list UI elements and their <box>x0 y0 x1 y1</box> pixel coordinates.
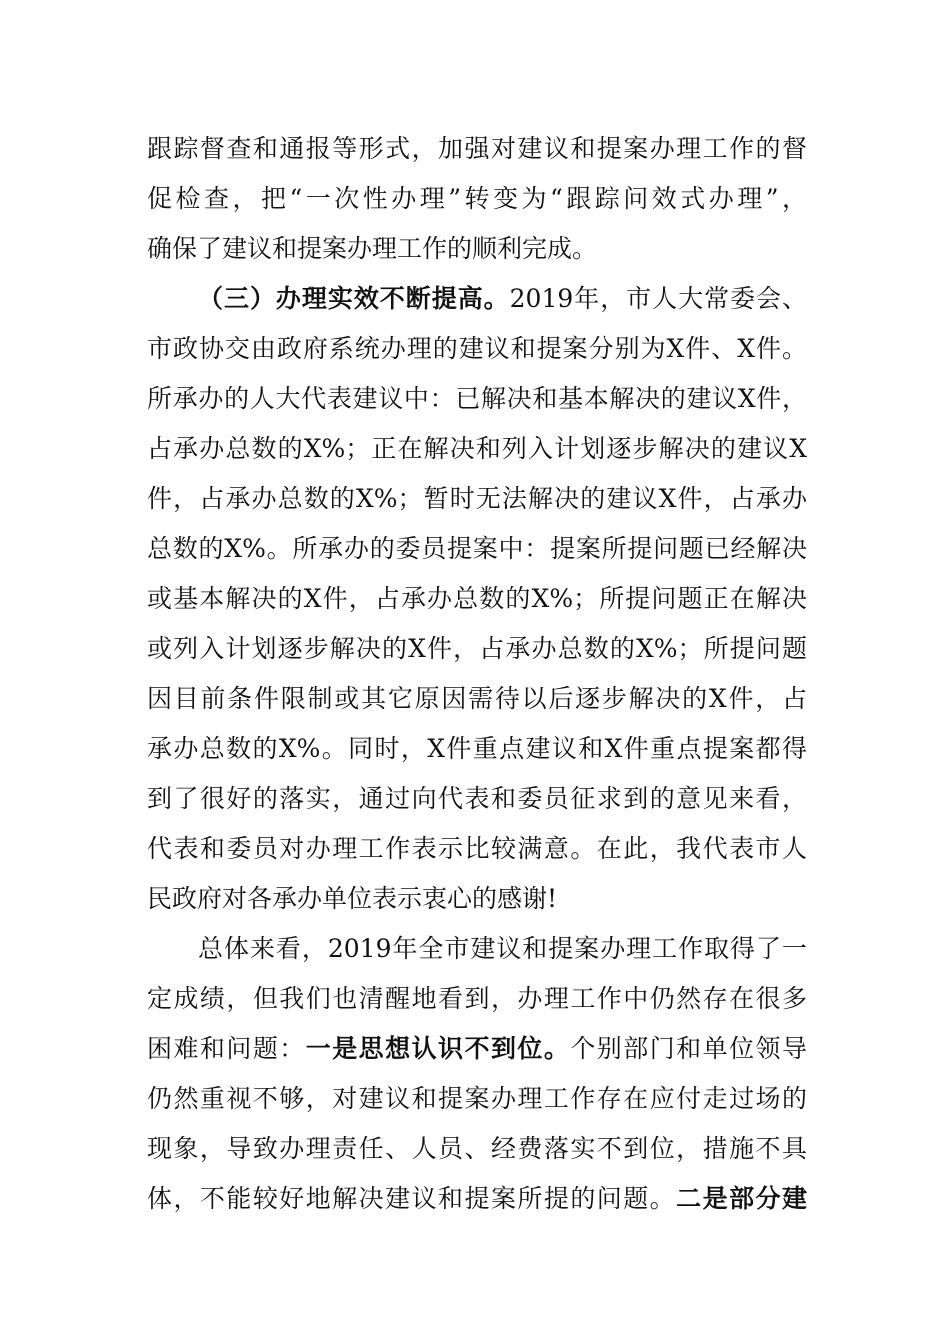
text-line: 确保了建议和提案办理工作的顺利完成。 <box>147 234 598 263</box>
section-heading-line: （三）办理实效不断提高。2019年，市人大常委会、 <box>198 284 807 313</box>
text-line: 总数的X%。所承办的委员提案中：提案所提问题已经解决 <box>147 534 807 563</box>
text-line: 定成绩，但我们也清醒地看到，办理工作中仍然存在很多 <box>147 984 807 1013</box>
paragraph-start-line: 总体来看，2019年全市建议和提案办理工作取得了一 <box>198 934 807 963</box>
text-line: 跟踪督查和通报等形式，加强对建议和提案办理工作的督 <box>147 134 807 163</box>
text-line: 因目前条件限制或其它原因需待以后逐步解决的X件，占 <box>147 684 807 713</box>
text-line: 现象，导致办理责任、人员、经费落实不到位，措施不具 <box>147 1134 807 1163</box>
text-line: 或基本解决的X件，占承办总数的X%；所提问题正在解决 <box>147 584 807 613</box>
text-line: 所承办的人大代表建议中：已解决和基本解决的建议X件， <box>147 384 807 413</box>
text-line: 件，占承办总数的X%；暂时无法解决的建议X件，占承办 <box>147 484 807 513</box>
text-line: 承办总数的X%。同时，X件重点建议和X件重点提案都得 <box>147 734 807 763</box>
text-line: 代表和委员对办理工作表示比较满意。在此，我代表市人 <box>147 834 807 863</box>
text-line: 占承办总数的X%；正在解决和列入计划逐步解决的建议X <box>147 434 807 463</box>
text-line: 仍然重视不够，对建议和提案办理工作存在应付走过场的 <box>147 1084 807 1113</box>
text-line: 或列入计划逐步解决的X件，占承办总数的X%；所提问题 <box>147 634 807 663</box>
text-line: 困难和问题：一是思想认识不到位。个别部门和单位领导 <box>147 1034 807 1063</box>
text-line: 体，不能较好地解决建议和提案所提的问题。二是部分建 <box>147 1184 807 1213</box>
point-heading: 一是思想认识不到位。 <box>305 1034 571 1063</box>
text-line: 市政协交由政府系统办理的建议和提案分别为X件、X件。 <box>147 334 807 363</box>
text-line: 民政府对各承办单位表示衷心的感谢! <box>147 884 558 913</box>
point-heading: 二是部分建 <box>676 1184 807 1213</box>
section-heading: （三）办理实效不断提高。 <box>198 284 510 313</box>
text-line: 促检查，把“一次性办理”转变为“跟踪问效式办理”， <box>147 184 807 213</box>
text-line: 到了很好的落实，通过向代表和委员征求到的意见来看， <box>147 784 807 813</box>
